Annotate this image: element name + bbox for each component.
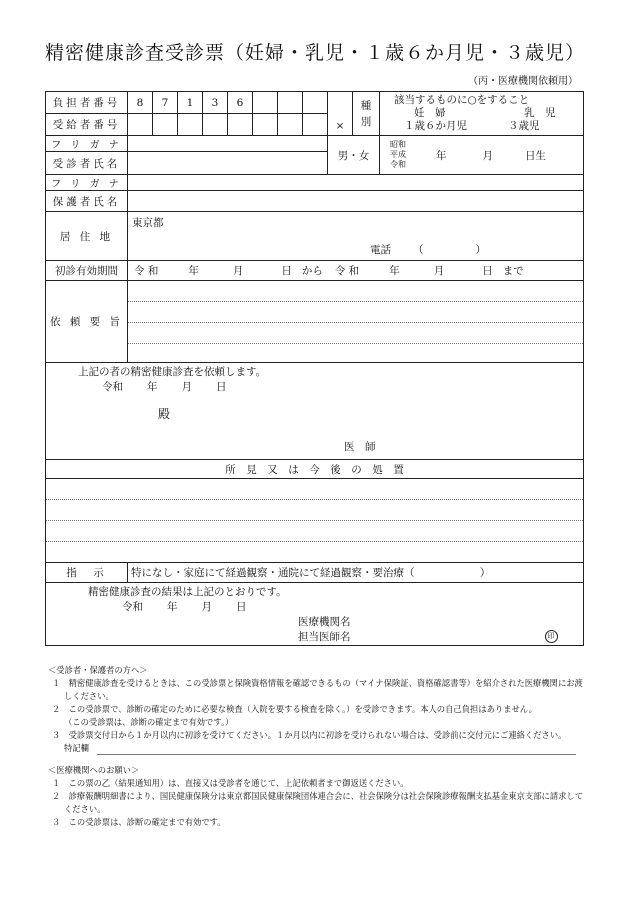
validity-day-start: 日 bbox=[281, 265, 292, 277]
special-notes-label: 特記欄 bbox=[64, 743, 89, 753]
result-year: 年 bbox=[167, 601, 178, 613]
category-label bbox=[353, 92, 380, 136]
payer-number-label: 負担者番号 bbox=[46, 92, 128, 114]
phone-label: 電話 bbox=[370, 244, 391, 256]
notes-institution-item-1: １ この票の乙（結果通知用）は、直接又は受診者を通じて、上記依頼者まで御返送ください。 bbox=[52, 778, 409, 788]
notes-examinee-item-2: ２ この受診票で、診断の確定のために必要な検査（入院を要する検査を除く。）を受診できます。本人の自己負担はありません。 bbox=[52, 704, 537, 714]
examinee-furigana-label: フ リ ガ ナ bbox=[46, 136, 128, 152]
payer-digit-2[interactable]: 7 bbox=[153, 92, 178, 114]
validity-from: から bbox=[301, 265, 323, 277]
recipient-mark bbox=[328, 92, 353, 136]
guardian-name-field[interactable] bbox=[128, 191, 584, 212]
form-subtitle: （丙・医療機関依頼用） bbox=[468, 76, 578, 87]
request-day: 日 bbox=[216, 381, 227, 393]
payer-digit-1[interactable]: 8 bbox=[128, 92, 153, 114]
payer-digit-3[interactable]: 1 bbox=[178, 92, 203, 114]
guardian-furigana-label: フ リ ガ ナ bbox=[46, 175, 128, 191]
sex-select[interactable]: 男・女 bbox=[328, 136, 380, 175]
option-pregnant[interactable]: 妊 婦 bbox=[414, 107, 446, 119]
recipient-digit-5[interactable] bbox=[228, 114, 253, 136]
recipient-digit-2[interactable] bbox=[153, 114, 178, 136]
instruction-close-paren: ） bbox=[479, 567, 491, 579]
recipient-digit-1[interactable] bbox=[128, 114, 153, 136]
validity-label: 初診有効期間 bbox=[46, 261, 128, 281]
notes-examinee-item-1: １ 精密健康診査を受けるときは、この受診票と保険資格情報を確認できるもの（マイナ保険証、資格確認書等）を紹介された医療機関にお渡しください。 bbox=[52, 678, 583, 701]
recipient-digit-7[interactable] bbox=[278, 114, 303, 136]
category-instruction: 該当するものに○をすること bbox=[394, 94, 530, 106]
notes-section bbox=[48, 664, 588, 829]
address-label: 居 住 地 bbox=[46, 212, 128, 261]
recipient-digit-8[interactable] bbox=[303, 114, 328, 136]
recipient-digit-6[interactable] bbox=[253, 114, 278, 136]
phone-close-paren: ） bbox=[475, 244, 486, 256]
request-statement-text: 上記の者の精密健康診査を依頼します。 bbox=[78, 366, 267, 378]
examinee-name-label: 受診者氏名 bbox=[46, 152, 128, 175]
request-month: 月 bbox=[181, 381, 192, 393]
validity-month-end: 月 bbox=[433, 265, 445, 277]
payer-digit-5[interactable]: 6 bbox=[228, 92, 253, 114]
validity-era-end: 令 和 bbox=[334, 265, 360, 277]
guardian-furigana-field[interactable] bbox=[128, 175, 584, 191]
address-city: 東京都 bbox=[132, 217, 164, 229]
notes-institution-heading: ＜医療機関へのお願い＞ bbox=[48, 765, 140, 775]
birth-month-label: 月 bbox=[482, 149, 493, 162]
notes-institution-item-2: ２ 診療報酬明細書により、国民健康保険分は東京都国民健康保険団体連合会に、社会保険分は社会保険診療報酬支払基金東京支部に請求してください。 bbox=[52, 791, 584, 814]
validity-era-start: 令 和 bbox=[134, 265, 159, 277]
special-notes-field[interactable] bbox=[97, 743, 576, 755]
request-line-2 bbox=[128, 302, 583, 323]
notes-institution-item-3: ３ この受診票は、診断の確定まで有効です。 bbox=[52, 817, 226, 827]
findings-field[interactable] bbox=[46, 479, 584, 563]
request-field[interactable] bbox=[128, 281, 584, 363]
result-day: 日 bbox=[236, 601, 247, 613]
findings-line-1 bbox=[46, 479, 583, 500]
era-heisei: 平成 bbox=[390, 150, 406, 159]
result-month: 月 bbox=[201, 601, 212, 613]
category-options[interactable] bbox=[380, 92, 584, 136]
era-showa: 昭和 bbox=[390, 140, 406, 149]
instruction-options[interactable] bbox=[128, 563, 584, 583]
instruction-label: 指 示 bbox=[46, 563, 128, 583]
request-line-1 bbox=[128, 281, 583, 302]
request-era: 令和 bbox=[102, 381, 123, 393]
institution-label: 医療機関名 bbox=[298, 616, 351, 628]
phone-open-paren: （ bbox=[413, 244, 424, 256]
request-line-3 bbox=[128, 323, 583, 344]
payer-digit-6[interactable] bbox=[253, 92, 278, 114]
category-label-2: 別 bbox=[360, 115, 372, 128]
exam-form-table bbox=[45, 91, 584, 646]
result-statement bbox=[46, 583, 584, 646]
validity-field[interactable] bbox=[128, 261, 584, 281]
instruction-options-text: 特になし・家庭にて経過観察・通院にて経過観察・要治療（ bbox=[131, 567, 415, 579]
findings-line-3 bbox=[46, 521, 583, 542]
option-3-years[interactable]: ３歳児 bbox=[508, 120, 540, 132]
findings-line-4 bbox=[46, 542, 583, 562]
request-statement bbox=[46, 363, 584, 460]
validity-until: まで bbox=[502, 265, 524, 277]
physician-label: 担当医師名 bbox=[298, 631, 351, 643]
examinee-furigana-field[interactable] bbox=[128, 136, 328, 152]
address-field[interactable] bbox=[128, 212, 584, 261]
validity-month-start: 月 bbox=[232, 265, 244, 277]
era-list bbox=[390, 140, 406, 170]
recipient-number-label: 受給者番号 bbox=[46, 114, 128, 136]
examinee-name-field[interactable] bbox=[128, 152, 328, 175]
recipient-digit-4[interactable] bbox=[203, 114, 228, 136]
validity-year-end: 年 bbox=[389, 265, 400, 277]
request-year: 年 bbox=[147, 381, 158, 393]
seal-icon: 印 bbox=[545, 630, 558, 643]
notes-examinee-item-3: ３ 受診票交付日から１か月以内に初診を受けてください。１か月以内に初診を受けられない場合は、受診前に交付元にご連絡ください。 bbox=[52, 730, 567, 740]
doctor-label: 医 師 bbox=[344, 441, 376, 453]
request-label: 依 頼 要 旨 bbox=[46, 281, 128, 363]
recipient-digit-3[interactable] bbox=[178, 114, 203, 136]
recipient-mark-text: × bbox=[335, 120, 345, 132]
form-title: 精密健康診査受診票（妊婦・乳児・１歳６か月児・３歳児） bbox=[44, 42, 585, 64]
payer-digit-7[interactable] bbox=[278, 92, 303, 114]
birth-date-field[interactable] bbox=[380, 136, 584, 175]
validity-year-start: 年 bbox=[188, 265, 199, 277]
category-label-1: 種 bbox=[360, 99, 372, 112]
findings-header: 所 見 又 は 今 後 の 処 置 bbox=[46, 460, 584, 479]
findings-line-2 bbox=[46, 500, 583, 521]
notes-examinee-item-2-note: （この受診票は、診断の確定まで有効です。） bbox=[64, 717, 234, 727]
era-reiwa: 令和 bbox=[390, 160, 406, 169]
option-18-months[interactable]: １歳６か月児 bbox=[404, 120, 467, 132]
option-infant[interactable]: 乳 児 bbox=[524, 107, 556, 119]
notes-examinee-heading: ＜受診者・保護者の方へ＞ bbox=[48, 665, 148, 675]
payer-digit-4[interactable]: 3 bbox=[203, 92, 228, 114]
result-era: 令和 bbox=[122, 601, 143, 613]
birth-year-label: 年 bbox=[436, 149, 447, 162]
guardian-name-label: 保護者氏名 bbox=[46, 191, 128, 212]
validity-day-end: 日 bbox=[482, 265, 493, 277]
birth-day-label: 日生 bbox=[525, 149, 546, 162]
addressee-suffix: 殿 bbox=[158, 407, 171, 421]
payer-digit-8[interactable] bbox=[303, 92, 328, 114]
result-statement-text: 精密健康診査の結果は上記のとおりです。 bbox=[88, 586, 287, 598]
